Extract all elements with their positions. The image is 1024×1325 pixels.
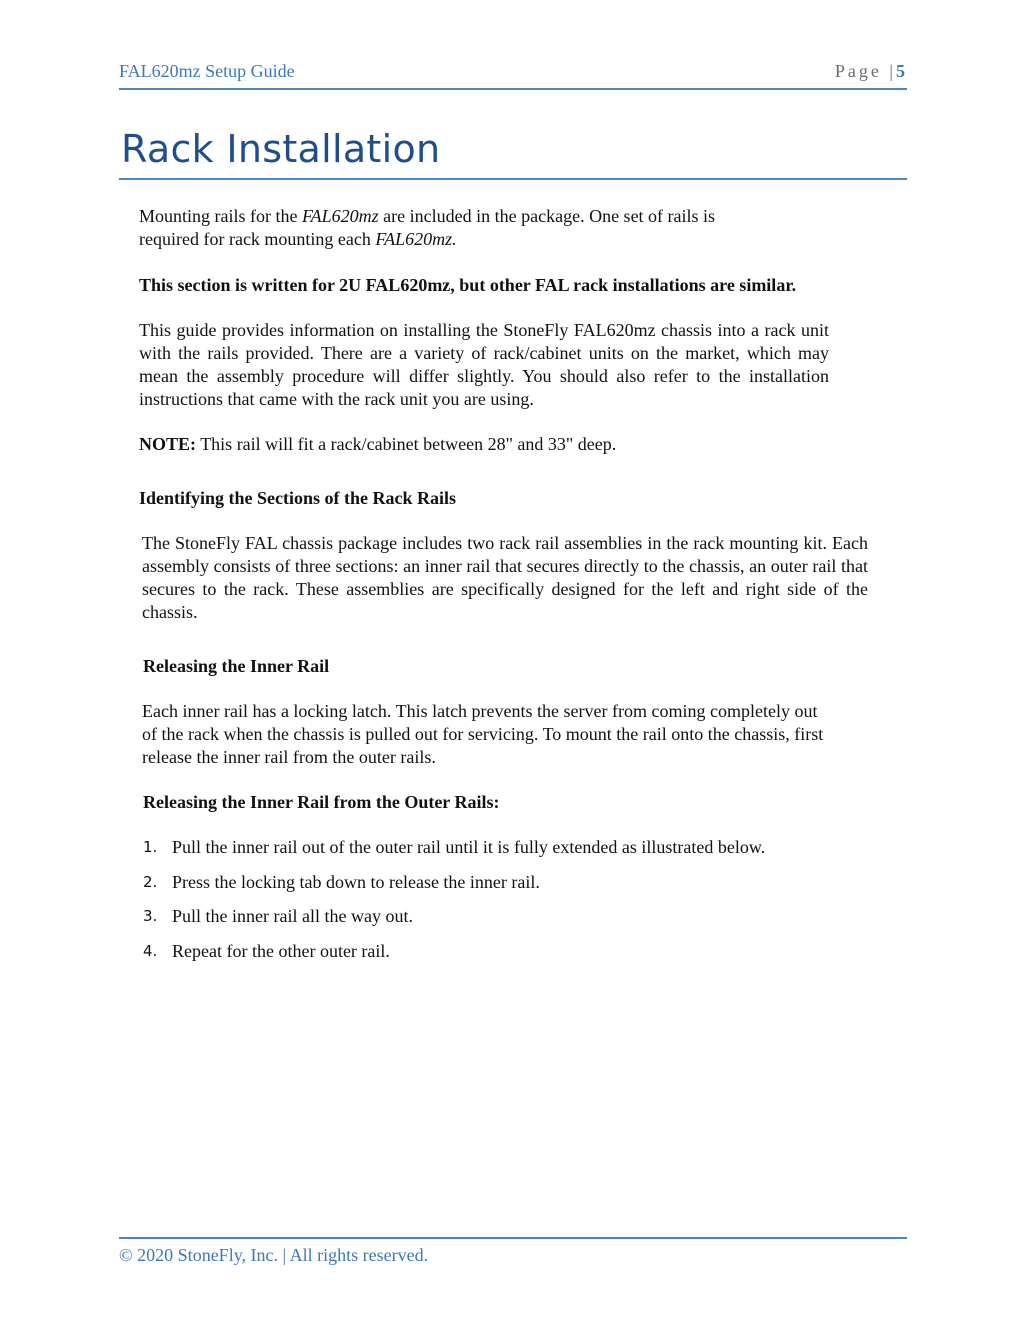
page-number: 5	[896, 61, 905, 81]
page-footer	[119, 1237, 907, 1265]
intro-paragraph	[139, 205, 839, 251]
step-number: 3.	[143, 907, 158, 925]
depth-note	[139, 433, 839, 456]
releasing-paragraph: Each inner rail has a locking latch. This latch prevents the server from coming completely out of the rack when the chassis is pulled out for servicing. To mount the rail onto the chassis, first release the inner rail from the outer rails.	[142, 701, 824, 767]
list-item	[143, 940, 765, 975]
releasing-heading: Releasing the Inner Rail	[143, 656, 330, 676]
procedure-steps	[143, 836, 765, 974]
intro-text-3: required for rack mounting each	[139, 229, 376, 249]
copyright-text: © 2020 StoneFly, Inc. | All rights reserved.	[119, 1245, 429, 1265]
step-text: Pull the inner rail out of the outer rail until it is fully extended as illustrated below.	[172, 837, 766, 857]
note-label: NOTE:	[139, 434, 197, 454]
section-title-block	[119, 118, 907, 180]
identifying-paragraph: The StoneFly FAL chassis package includes two rack rail assemblies in the rack mounting kit. Each assembly consists of three sections: an inner rail that secures directly to the chassis, an outer rail that secures to the rack. These assemblies are specifically designed for the left and right side of the chassis.	[142, 533, 868, 622]
intro-text-2: are included in the package. One set of rails is	[378, 206, 716, 226]
list-item	[143, 871, 765, 906]
procedure-heading: Releasing the Inner Rail from the Outer Rails:	[143, 792, 500, 812]
page-separator: |	[889, 61, 893, 81]
step-number: 1.	[143, 838, 158, 856]
note-text: This rail will fit a rack/cabinet between 28" and 33" deep.	[196, 434, 617, 454]
intro-product-2: FAL620mz.	[375, 229, 457, 249]
page-indicator	[835, 61, 905, 82]
step-text: Pull the inner rail all the way out.	[172, 906, 413, 926]
section-title: Rack Installation	[121, 127, 441, 171]
step-number: 2.	[143, 872, 158, 891]
step-number: 4.	[143, 941, 158, 960]
page-label: Page	[834, 61, 882, 81]
guide-paragraph: This guide provides information on installing the StoneFly FAL620mz chassis into a rack unit with the rails provided. There are a variety of rack/cabinet units on the market, which may mean the assembly procedure will differ slightly. You should also refer to the installation instructions that came with the rack unit you are using.	[139, 320, 829, 409]
scope-note: This section is written for 2U FAL620mz, but other FAL rack installations are similar.	[139, 275, 797, 295]
step-text: Repeat for the other outer rail.	[172, 940, 390, 961]
page-header	[119, 60, 907, 90]
list-item	[143, 836, 765, 871]
intro-text-1: Mounting rails for the	[139, 206, 302, 226]
step-text: Press the locking tab down to release the inner rail.	[172, 871, 540, 892]
identifying-heading: Identifying the Sections of the Rack Rails	[139, 488, 457, 508]
list-item	[143, 905, 765, 940]
intro-product-1: FAL620mz	[301, 206, 379, 226]
document-title: FAL620mz Setup Guide	[119, 61, 295, 81]
